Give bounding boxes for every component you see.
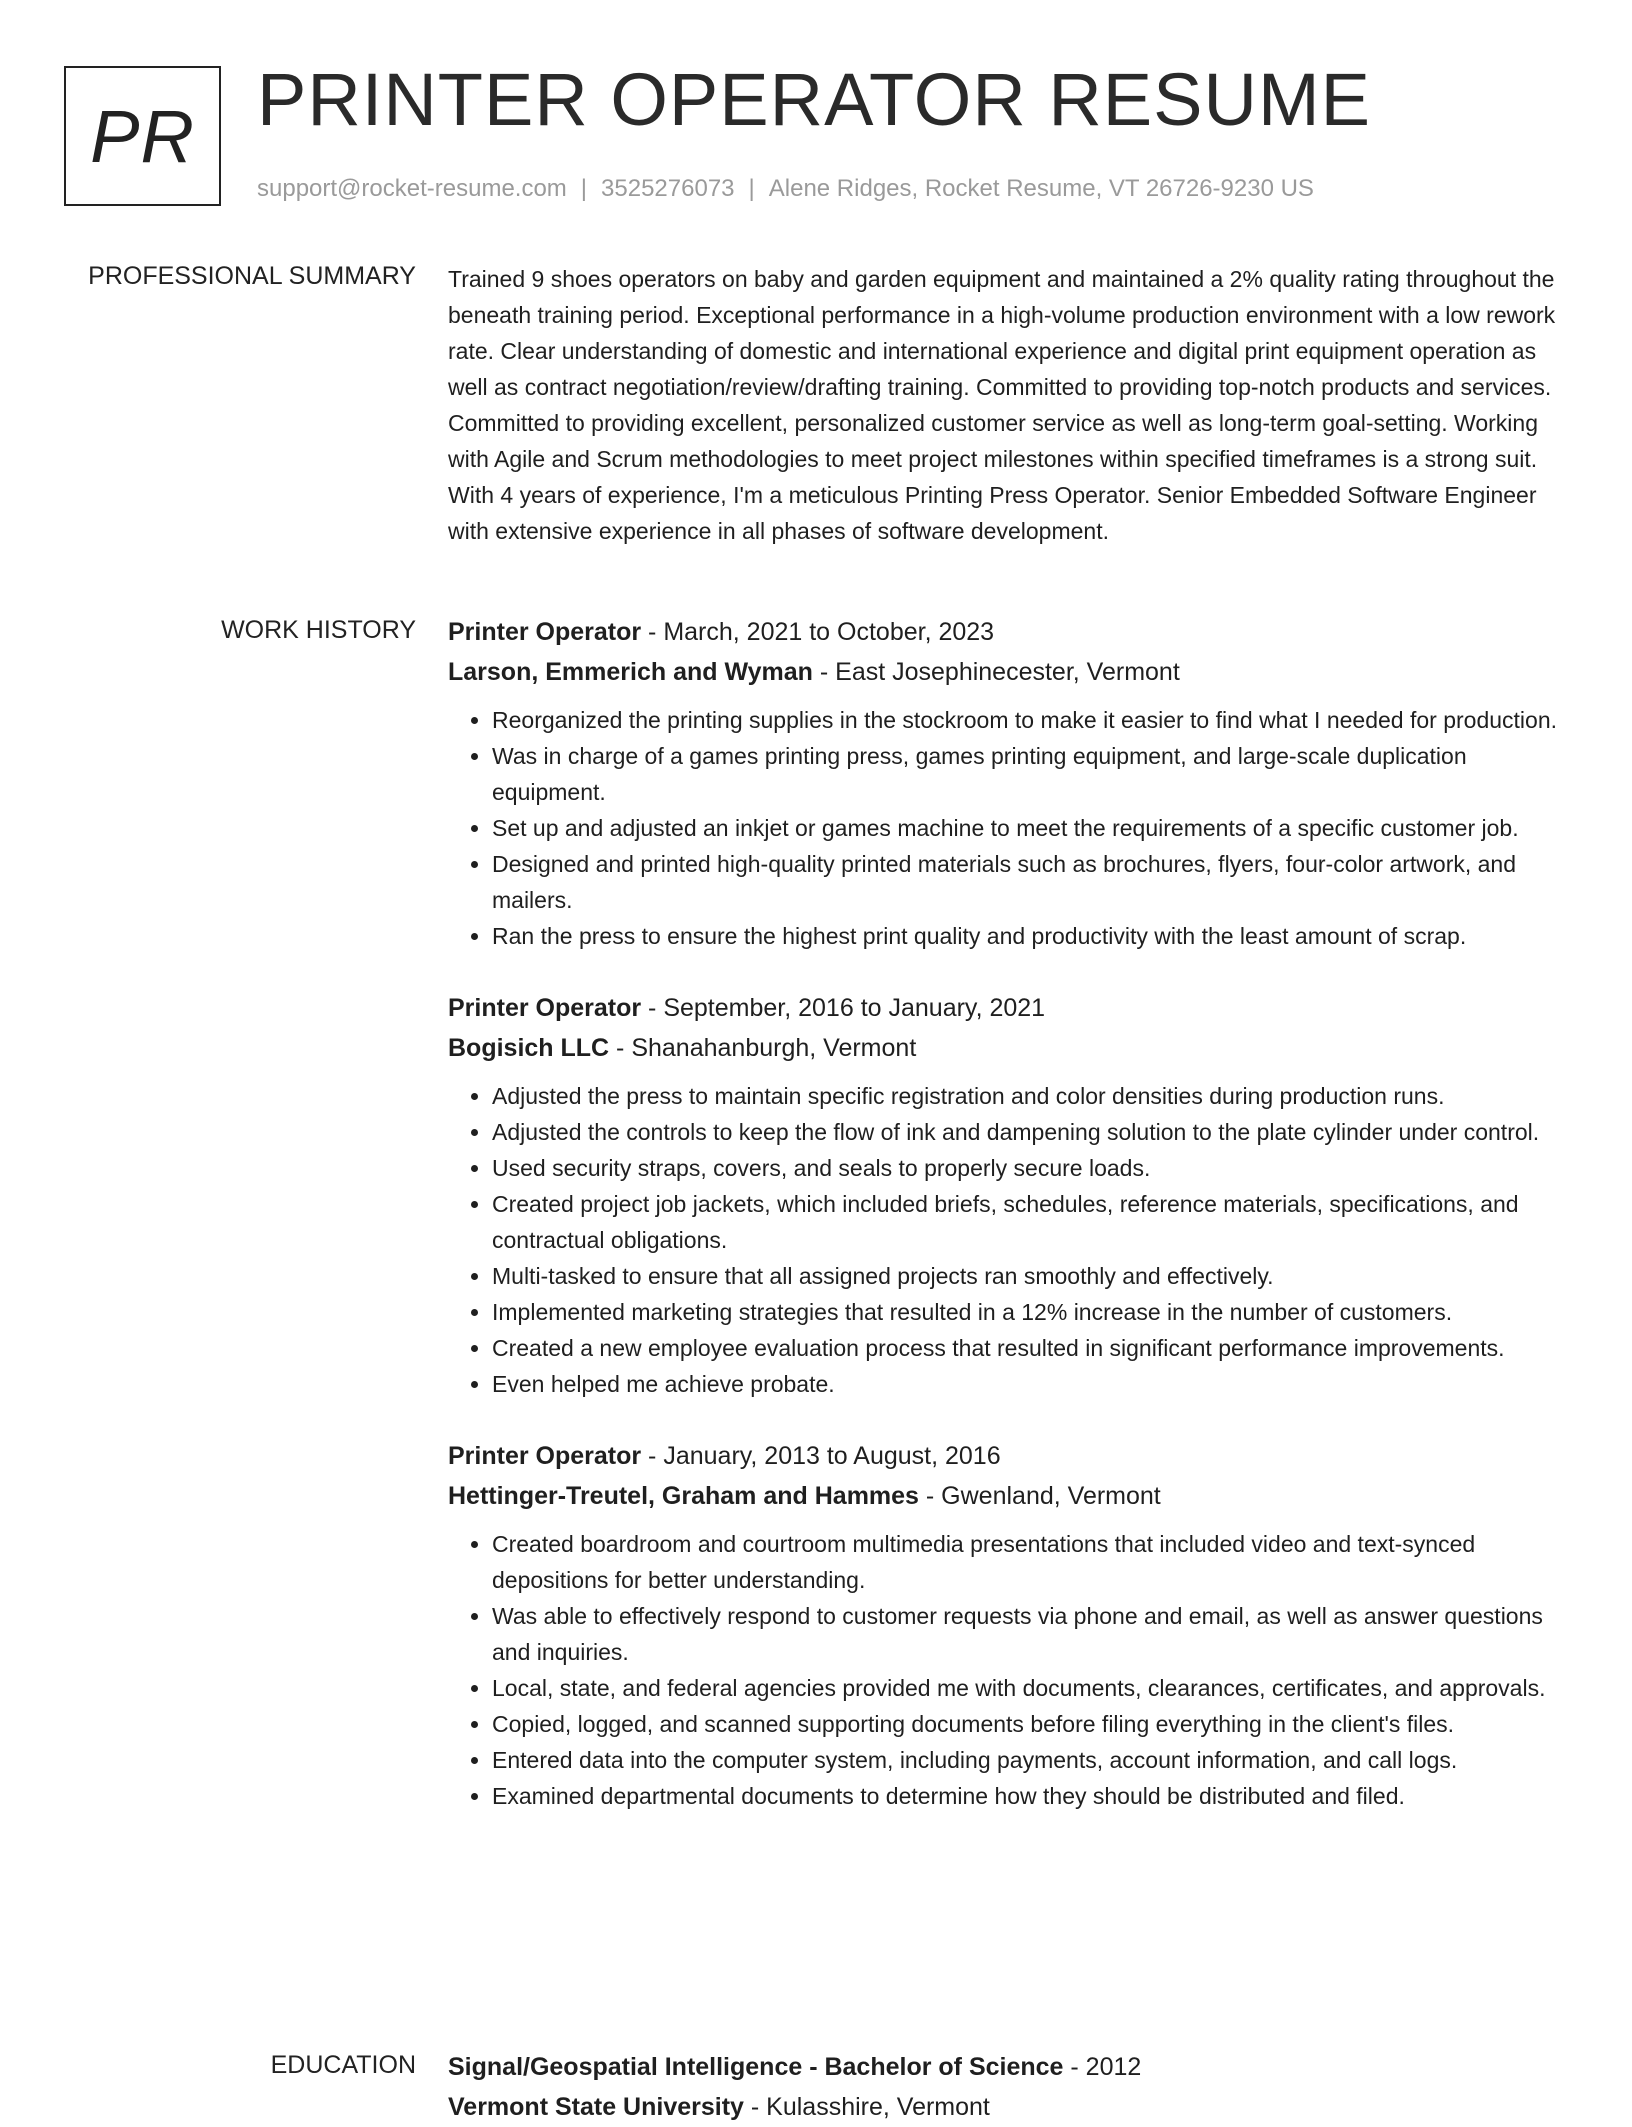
education-body	[448, 2047, 1568, 2127]
work-history-label: WORK HISTORY	[221, 616, 416, 644]
duty-item: • Reorganized the printing supplies in the stockroom to make it easier to find what I needed for production.	[492, 702, 1568, 738]
duty-item: • Was in charge of a games printing press, games printing equipment, and large-scale duplication equipment.	[492, 738, 1568, 810]
duty-item: • Ran the press to ensure the highest print quality and productivity with the least amount of scrap.	[492, 918, 1568, 954]
contact-email: support@rocket-resume.com	[257, 175, 567, 202]
job-company-line	[448, 1476, 1568, 1516]
job-company-line	[448, 652, 1568, 692]
job-entry	[448, 1436, 1568, 1814]
duty-item: • Copied, logged, and scanned supporting documents before filing everything in the client's files.	[492, 1706, 1568, 1742]
job-dates: - January, 2013 to August, 2016	[641, 1442, 1001, 1470]
job-location: - East Josephinecester, Vermont	[812, 658, 1180, 686]
education-location: - Kulasshire, Vermont	[743, 2093, 990, 2121]
duty-item: • Entered data into the computer system, including payments, account information, and call logs.	[492, 1742, 1568, 1778]
summary-body	[448, 261, 1568, 549]
job-entry	[448, 612, 1568, 954]
school-line	[448, 2087, 1568, 2127]
duty-item: • Was able to effectively respond to customer requests via phone and email, as well as answer questions and inquiries.	[492, 1598, 1568, 1670]
job-location: - Gwenland, Vermont	[918, 1482, 1161, 1510]
duty-list	[448, 1078, 1568, 1402]
education-school: Vermont State University	[448, 2093, 744, 2121]
job-dates: - September, 2016 to January, 2021	[641, 994, 1046, 1022]
job-company-line	[448, 1028, 1568, 1068]
contact-phone: 3525276073	[601, 175, 735, 202]
duty-list	[448, 1526, 1568, 1814]
job-company: Larson, Emmerich and Wyman	[448, 658, 813, 686]
contact-address: Alene Ridges, Rocket Resume, VT 26726-9230 US	[768, 175, 1314, 202]
job-title: Printer Operator	[448, 994, 642, 1022]
monogram-text: PR	[90, 94, 195, 178]
job-title: Printer Operator	[448, 1442, 642, 1470]
duty-item: • Adjusted the controls to keep the flow of ink and dampening solution to the plate cylinder under control.	[492, 1114, 1568, 1150]
duty-item: • Set up and adjusted an inkjet or games machine to meet the requirements of a specific customer job.	[492, 810, 1568, 846]
contact-line	[257, 175, 1314, 203]
duty-item: • Used security straps, covers, and seals to properly secure loads.	[492, 1150, 1568, 1186]
duty-item: • Designed and printed high-quality printed materials such as brochures, flyers, four-color artwork, and mailers.	[492, 846, 1568, 918]
job-company: Bogisich LLC	[448, 1034, 610, 1062]
duty-item: • Even helped me achieve probate.	[492, 1366, 1568, 1402]
job-title-line	[448, 988, 1568, 1028]
job-dates: - March, 2021 to October, 2023	[641, 618, 995, 646]
resume-title: PRINTER OPERATOR RESUME	[257, 58, 1371, 141]
duty-item: • Created project job jackets, which included briefs, schedules, reference materials, specifications, and contractual obligations.	[492, 1186, 1568, 1258]
duty-list	[448, 702, 1568, 954]
job-title-line	[448, 1436, 1568, 1476]
duty-item: • Examined departmental documents to determine how they should be distributed and filed.	[492, 1778, 1568, 1814]
summary-label: PROFESSIONAL SUMMARY	[88, 262, 416, 290]
job-company: Hettinger-Treutel, Graham and Hammes	[448, 1482, 919, 1510]
work-history-body	[448, 612, 1568, 1848]
duty-item: • Adjusted the press to maintain specific registration and color densities during production runs.	[492, 1078, 1568, 1114]
duty-item: • Created boardroom and courtroom multimedia presentations that included video and text-synced depositions for better understanding.	[492, 1526, 1568, 1598]
contact-separator: |	[580, 175, 588, 202]
job-entry	[448, 988, 1568, 1402]
job-title: Printer Operator	[448, 618, 642, 646]
education-year: - 2012	[1063, 2053, 1142, 2081]
duty-item: • Created a new employee evaluation process that resulted in significant performance improvements.	[492, 1330, 1568, 1366]
duty-item: • Implemented marketing strategies that resulted in a 12% increase in the number of customers.	[492, 1294, 1568, 1330]
job-location: - Shanahanburgh, Vermont	[609, 1034, 917, 1062]
contact-separator: |	[748, 175, 755, 202]
education-degree: Signal/Geospatial Intelligence - Bachelor of Science	[448, 2053, 1064, 2081]
duty-item: • Multi-tasked to ensure that all assigned projects ran smoothly and effectively.	[492, 1258, 1568, 1294]
degree-line	[448, 2047, 1568, 2087]
summary-text: Trained 9 shoes operators on baby and garden equipment and maintained a 2% quality rating throughout the beneath training period. Exceptional performance in a high-volume production environment with a low rework rate. Clear understanding of domestic and international experience and digital print equipment operation as well as contract negotiation/review/drafting training. Committed to providing top-notch products and services. Committed to providing excellent, personalized customer service as well as long-term goal-setting. Working with Agile and Scrum methodologies to meet project milestones within specified timeframes is a strong suit. With 4 years of experience, I'm a meticulous Printing Press Operator. Senior Embedded Software Engineer with extensive experience in all phases of software development.	[448, 266, 1556, 544]
duty-item: • Local, state, and federal agencies provided me with documents, clearances, certificates, and approvals.	[492, 1670, 1568, 1706]
job-title-line	[448, 612, 1568, 652]
education-label: EDUCATION	[270, 2051, 416, 2079]
monogram-badge	[64, 66, 221, 206]
